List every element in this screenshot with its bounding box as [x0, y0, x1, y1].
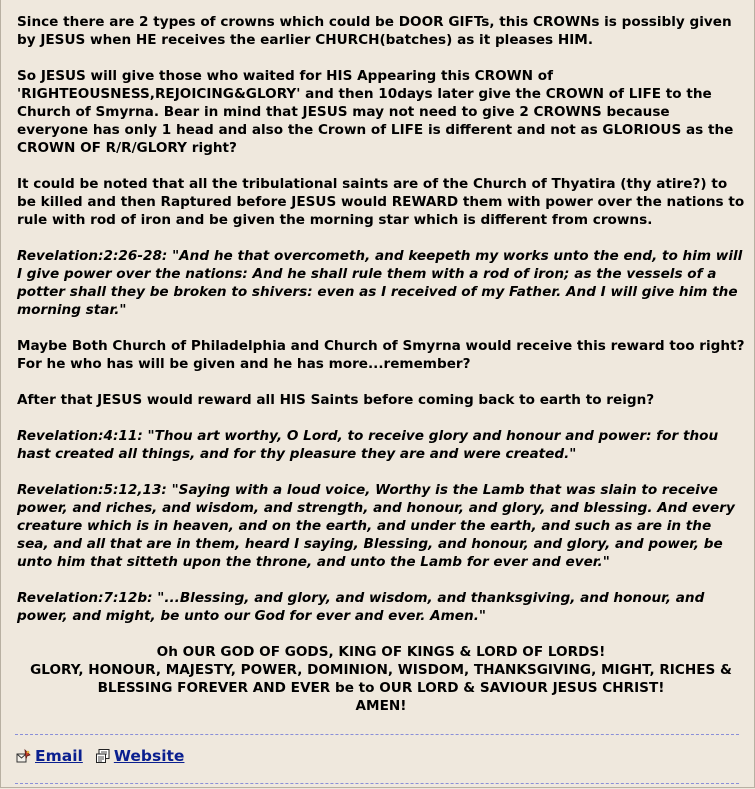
doxology-line: Oh OUR GOD OF GODS, KING OF KINGS & LORD OF LORDS!: [156, 644, 606, 660]
email-link-group[interactable]: [16, 747, 83, 765]
website-link-group[interactable]: [95, 747, 185, 765]
scripture-quote: Revelation:5:12,13: "Saying with a loud voice, Worthy is the Lamb that was slain to receive power, and riches, and wisdom, and strength, and honour, and glory, and blessing. And every creature which is in heaven, and on the earth, and under the earth, and such as are in the sea, and all that are in them, heard I saying, Blessing, and honour, and glory, and power, be unto him that sitteth upon the throne, and unto the Lamb for ever and ever.": [17, 482, 735, 570]
scripture-quote: Revelation:7:12b: "...Blessing, and glory, and wisdom, and thanksgiving, and honour, and power, and might, be unto our God for ever and ever. Amen.": [17, 590, 705, 624]
post-paragraph: So JESUS will give those who waited for HIS Appearing this CROWN of 'RIGHTEOUSNESS,REJOICING&GLORY' and then 10days later give the CROWN of LIFE to the Church of Smyrna. Bear in mind that JESUS may not need to give 2 CROWNS because everyone has only 1 head and also the Crown of LIFE is different and not as GLORIOUS as the CROWN OF R/R/GLORY right?: [17, 68, 734, 156]
doxology-line: AMEN!: [355, 698, 407, 714]
scripture-quote: Revelation:2:26-28: "And he that overcometh, and keepeth my works unto the end, to him will I give power over the nations: And he shall rule them with a rod of iron; as the vessels of a potter shall they be broken to shivers: even as I received of my Father. And I will give him the morning star.": [17, 248, 743, 318]
post-footer-links: [16, 745, 196, 767]
post-paragraph: After that JESUS would reward all HIS Saints before coming back to earth to reign?: [17, 392, 655, 408]
email-link[interactable]: Email: [35, 747, 83, 765]
website-link[interactable]: Website: [113, 747, 185, 765]
website-icon: [95, 748, 111, 764]
post-paragraph: Maybe Both Church of Philadelphia and Church of Smyrna would receive this reward too right? For he who has will be given and he has more...remember?: [17, 338, 745, 372]
doxology: [17, 643, 745, 715]
doxology-line: GLORY, HONOUR, MAJESTY, POWER, DOMINION, WISDOM, THANKSGIVING, MIGHT, RICHES & BLESSING FOREVER AND EVER be to OUR LORD & SAVIOUR JESUS CHRIST!: [30, 662, 732, 696]
footer-separator: [15, 734, 739, 735]
scripture-quote: Revelation:4:11: "Thou art worthy, O Lord, to receive glory and honour and power: for thou hast created all things, and for thy pleasure they are and were created.": [17, 428, 719, 462]
post-paragraph: Since there are 2 types of crowns which could be DOOR GIFTs, this CROWNs is possibly given by JESUS when HE receives the earlier CHURCH(batches) as it pleases HIM.: [17, 14, 732, 48]
footer-separator: [15, 783, 739, 784]
email-icon: [16, 748, 32, 764]
post-paragraph: It could be noted that all the tribulational saints are of the Church of Thyatira (thy atire?) to be killed and then Raptured before JESUS would REWARD them with power over the nations to rule with rod of iron and be given the morning star which is different from crowns.: [17, 176, 745, 228]
post-body: [17, 13, 745, 715]
